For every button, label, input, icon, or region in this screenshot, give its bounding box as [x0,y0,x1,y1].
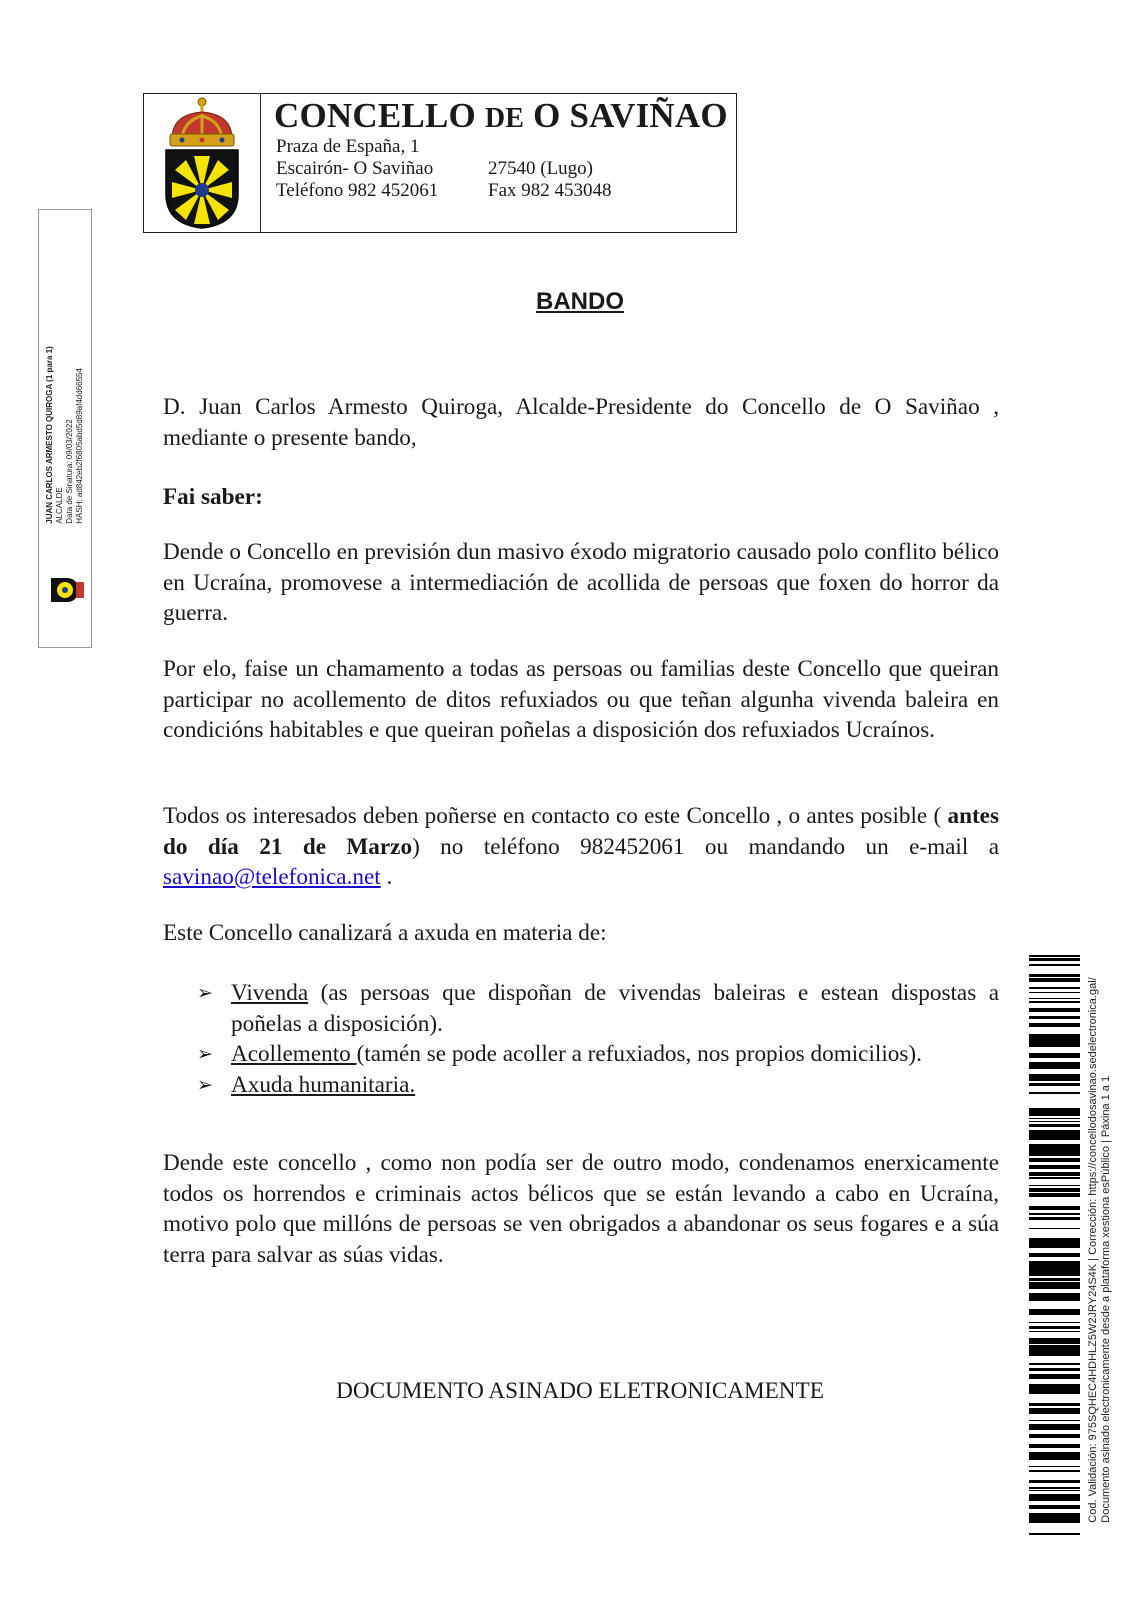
arrow-bullet-icon: ➢ [197,1073,213,1096]
barcode-icon [1029,955,1080,1537]
paragraph-4: Este Concello canalizará a axuda en materia de: [163,920,607,946]
signer-name: JUAN CARLOS ARMESTO QUIROGA (1 para 1) [45,346,54,524]
signed-notice: DOCUMENTO ASINADO ELETRONICAMENTE [336,1378,824,1404]
validation-platform: Documento asinado electronicamente desde a plataforma xestiona esPúblico | Páxina 1 a 1 [1100,1075,1112,1523]
signer-role: ALCALDE [55,487,64,524]
paragraph-3: Todos os interesados deben poñerse en contacto co este Concello , o antes posible ( antes do día 21 de Marzo) no teléfono 982452061 ou mandando un e-mail a savinao@telefonica.net . [163,803,999,890]
arrow-bullet-icon: ➢ [197,1043,213,1065]
paragraph-2: Por elo, faise un chamamento a todas as persoas ou familias deste Concello que queiran participar no acollemento de ditos refuxiados ou que teñan algunha vivenda baleira en condicións habitables e que queiran poñelas a disposición dos refuxiados Ucraínos. [163,656,999,743]
signature-date: Data de Sinatura: 09/03/2022 [65,419,74,524]
phone-number: Teléfono 982 452061 [276,180,439,201]
organization-name: CONCELLO DE O SAVIÑAO [274,96,728,135]
list-item: ➢ Vivenda (as persoas que dispoñan de vivendas baleiras e estean dispostas a poñelas a disposición). [197,980,999,1037]
list-item: ➢ Acollemento (tamén se pode acoller a refuxiados, nos propios domicilios). [197,1039,999,1070]
signature-strip [38,209,92,648]
aid-list [197,978,999,1100]
signature-details [45,346,85,524]
fai-saber-heading: Fai saber: [163,484,263,510]
paragraph-5: Dende este concello , como non podía ser de outro modo, condenamos enerxicamente todos os horrendos e criminais actos bélicos que se están levando a cabo en Ucraína, motivo polo que millóns de persoas se ven obrigados a abandonar os seus fogares e a súa terra para salvar as súas vidas. [163,1150,999,1268]
postal-code: 27540 (Lugo) [488,158,594,179]
arrow-bullet-icon: ➢ [197,982,213,1004]
coat-of-arms-icon [44,576,86,604]
letterhead [143,93,737,233]
signature-hash: HASH: ad842eb2f6805abd5d89af4dd66554 [75,368,84,524]
validation-code: Cod. Validación: 975SQHEC4HDHLZ5W2JRY24S4K | Corrección: https://concellodosavinao.sedelectronica.gal/ [1087,977,1099,1523]
fax-number: Fax 982 453048 [488,180,612,201]
intro-paragraph: D. Juan Carlos Armesto Quiroga, Alcalde-Presidente do Concello de O Saviñao , mediante o presente bando, [163,394,999,451]
coat-of-arms-icon [162,96,242,230]
address-line-2: Escairón- O Saviñao [276,158,434,179]
document-title: BANDO [536,288,624,315]
validation-footer [1087,977,1113,1522]
email-link[interactable]: savinao@telefonica.net [163,864,381,890]
address-line-1: Praza de España, 1 [276,136,420,157]
list-item: ➢ Axuda humanitaria. [197,1070,999,1101]
paragraph-1: Dende o Concello en previsión dun masivo éxodo migratorio causado polo conflito bélico en Ucraína, promovese a intermediación de acollida de persoas que foxen do horror da guerra. [163,539,999,626]
